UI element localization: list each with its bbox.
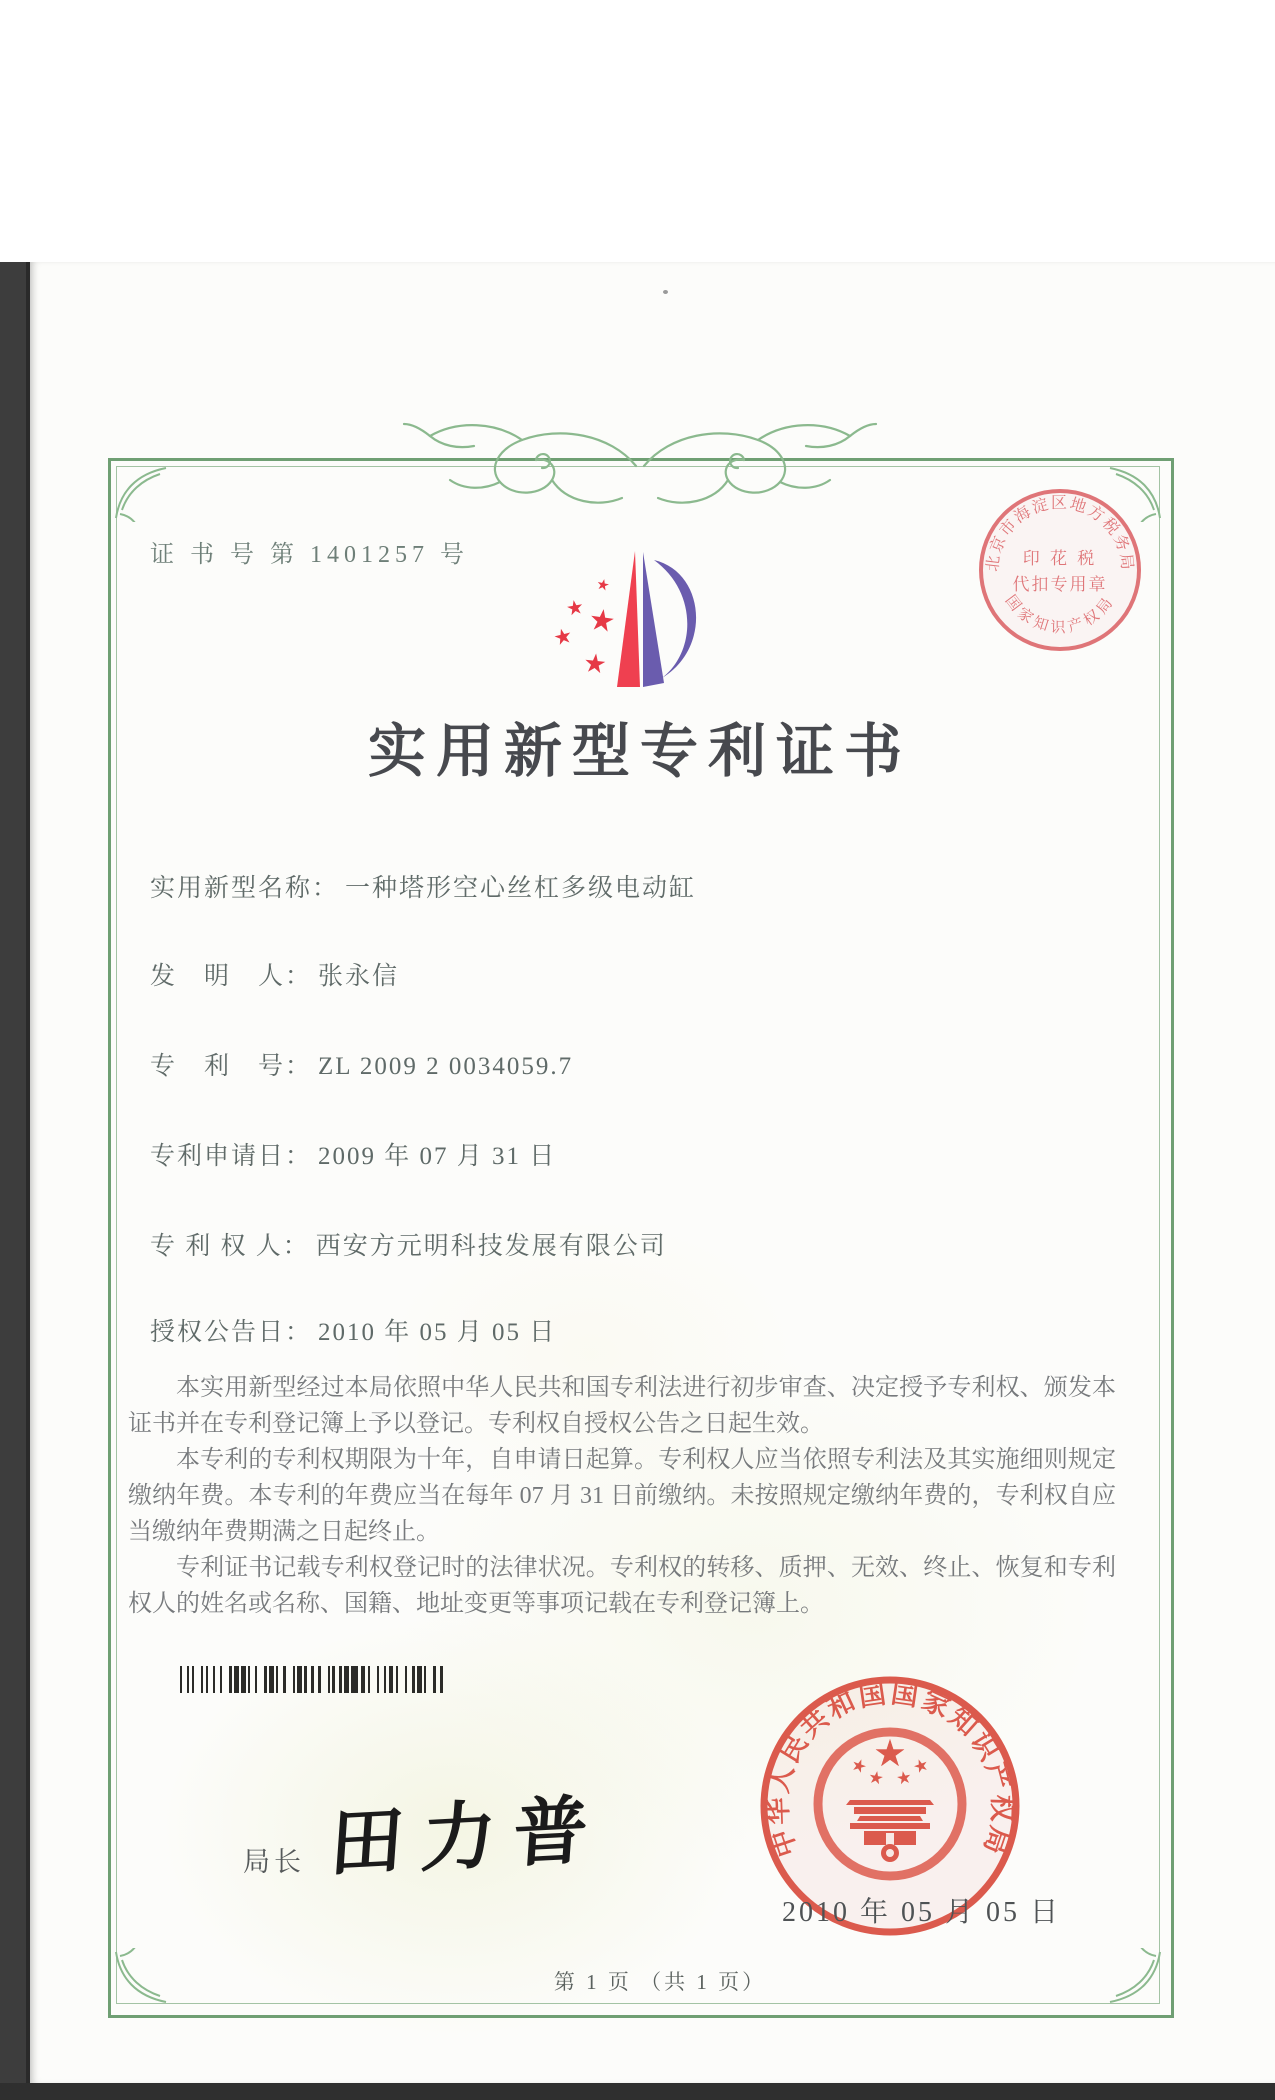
tax-stamp-arc-top: 北京市海淀区地方税务局 [984, 495, 1136, 573]
scan-dot-artifact [663, 290, 668, 294]
tax-stamp-center-line2: 代扣专用章 [1012, 575, 1108, 594]
tax-stamp-arc-bottom: 国家知识产权局 [1001, 592, 1119, 637]
office-seal-arc-text: 中华人民共和国国家知识产权局 [762, 1678, 1018, 1861]
field-label: 专利申请日： [150, 1143, 313, 1170]
field-value: ZL 2009 2 0034059.7 [318, 1053, 574, 1080]
logo-red-spike [617, 551, 640, 687]
field-inventor [150, 956, 399, 992]
field-label: 实用新型名称： [150, 875, 340, 902]
legal-body-text [128, 1370, 1116, 1622]
tax-stamp-center-line1: 印 花 税 [1022, 549, 1098, 568]
field-label: 授权公告日： [150, 1319, 313, 1346]
body-paragraph-2: 本专利的专利权期限为十年，自申请日起算。专利权人应当依照专利法及其实施细则规定缴纳年费。本专利的年费应当在每年 07 月 31 日前缴纳。未按照规定缴纳年费的，专利权自应当缴纳年费期满之日起终止。 [128, 1447, 1116, 1545]
field-label: 专 利 权 人： [150, 1233, 310, 1260]
barcode [180, 1666, 540, 1693]
field-value: 一种塔形空心丝杠多级电动缸 [345, 875, 697, 902]
field-value: 西安方元明科技发展有限公司 [315, 1233, 667, 1260]
sipo-logo [520, 520, 760, 700]
certificate-number: 证 书 号 第 1401257 号 [150, 542, 469, 568]
field-label: 专 利 号： [150, 1053, 313, 1080]
scan-edge-left [0, 262, 30, 2100]
field-value: 2010 年 05 月 05 日 [318, 1319, 557, 1346]
commissioner-signature: 田力普 [326, 1789, 609, 1887]
body-paragraph-1: 本实用新型经过本局依照中华人民共和国专利法进行初步审查、决定授予专利权、颁发本证书并在专利登记簿上予以登记。专利权自授权公告之日起生效。 [128, 1375, 1116, 1437]
field-utility-model-name [150, 868, 696, 904]
footer-page-number: 第 1 页 （共 1 页） [553, 1970, 767, 1994]
scan-edge-bottom [0, 2083, 1275, 2100]
seal-date: 2010 年 05 月 05 日 [782, 1897, 1062, 1928]
field-patentee [150, 1226, 667, 1262]
certificate-title: 实用新型专利证书 [367, 719, 912, 784]
field-patent-number [150, 1046, 573, 1082]
field-value: 张永信 [318, 963, 400, 990]
field-label: 发 明 人： [150, 963, 313, 990]
logo-purple-spike [643, 552, 664, 687]
commissioner-label: 局长 [243, 1847, 305, 1877]
field-value: 2009 年 07 月 31 日 [318, 1143, 557, 1170]
body-paragraph-3: 专利证书记载专利权登记时的法律状况。专利权的转移、质押、无效、终止、恢复和专利权人的姓名或名称、国籍、地址变更等事项记载在专利登记簿上。 [128, 1555, 1116, 1617]
tax-stamp [976, 486, 1144, 654]
field-grant-date [150, 1312, 556, 1348]
field-filing-date [150, 1136, 556, 1172]
